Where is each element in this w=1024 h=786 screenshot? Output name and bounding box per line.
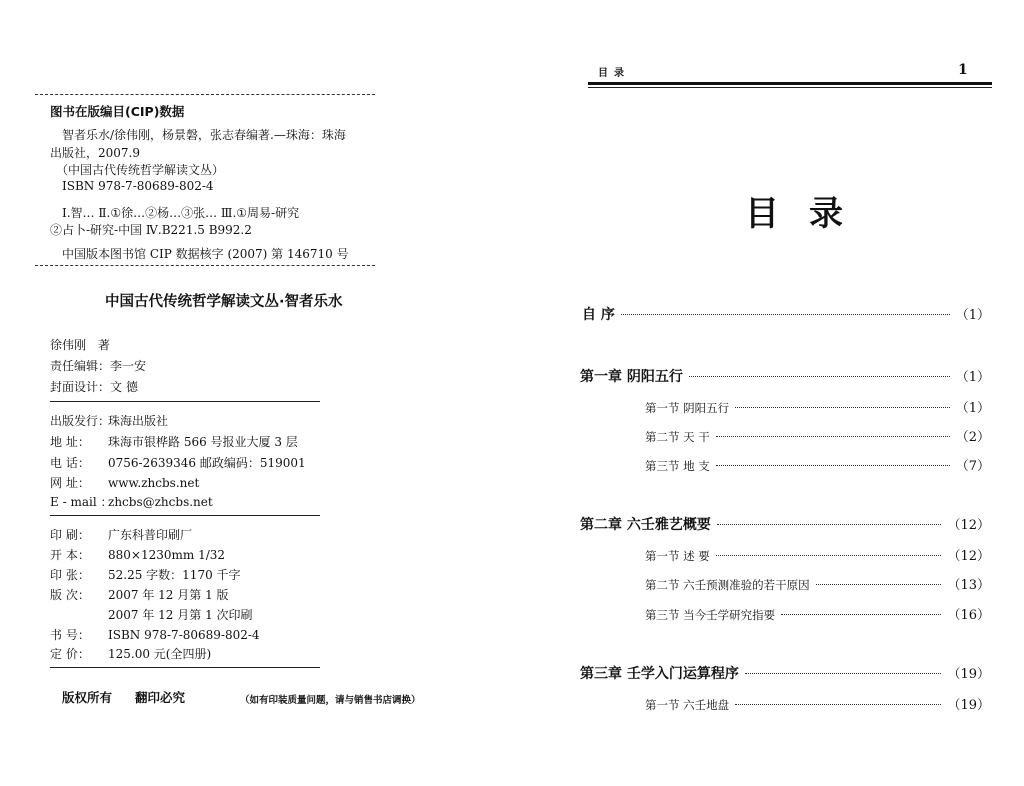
printing-row: 印 张： 52.25 字数：1170 千字 [50, 568, 241, 582]
printing-row: 定 价： 125.00 元(全四册) [50, 647, 212, 661]
toc-entry-section[interactable]: 第二节 六壬预测准验的若干原因 （13） [645, 578, 990, 593]
publisher-row: 地 址： 珠海市银桦路 566 号报业大厦 3 层 [50, 435, 298, 449]
cip-line: 中国版本图书馆 CIP 数据核字 (2007) 第 146710 号 [62, 247, 349, 261]
toc-entry-section[interactable]: 第一节 六壬地盘 （19） [645, 698, 990, 713]
credits-divider [50, 401, 320, 402]
toc-entry-chapter[interactable]: 第二章 六壬雅艺概要 （12） [580, 517, 990, 533]
publisher-row: 电 话： 0756-2639346 邮政编码：519001 [50, 456, 306, 470]
header-rule [588, 82, 992, 85]
publisher-row: 出版发行：珠海出版社 [50, 414, 169, 428]
toc-entry-section[interactable]: 第二节 天 干 （2） [645, 430, 990, 445]
cip-line: 智者乐水/徐伟刚，杨景磐，张志春编著.—珠海：珠海 [62, 128, 346, 142]
book-title: 中国古代传统哲学解读文丛·智者乐水 [105, 294, 343, 310]
cip-top-divider [35, 94, 375, 95]
toc-entry-section[interactable]: 第三节 当今壬学研究指要 （16） [645, 608, 990, 623]
publisher-divider [50, 515, 320, 516]
quality-notice: （如有印装质量问题，请与销售书店调换） [240, 695, 421, 706]
printing-row: 2007 年 12 月第 1 次印刷 [108, 608, 253, 622]
toc-entry-preface[interactable]: 自 序 （1） [582, 307, 990, 323]
cip-line: Ⅰ.智… Ⅱ.①徐…②杨…③张… Ⅲ.①周易-研究 [62, 206, 300, 220]
publisher-row: 网 址： www.zhcbs.net [50, 476, 200, 490]
running-header: 目录 [598, 68, 630, 79]
toc-entry-chapter[interactable]: 第一章 阴阳五行 （1） [580, 369, 990, 385]
credit-value: 著 [97, 338, 110, 352]
printing-row: 书 号： ISBN 978-7-80689-802-4 [50, 628, 260, 642]
copyright-right: 翻印必究 [135, 690, 186, 705]
toc-entry-chapter[interactable]: 第三章 壬学入门运算程序 （19） [580, 666, 990, 682]
printing-row: 开 本： 880×1230mm 1/32 [50, 548, 226, 562]
page-number: 1 [958, 62, 968, 78]
toc-entry-section[interactable]: 第一节 述 要 （12） [645, 549, 990, 564]
credit-label: 责任编辑： [50, 359, 111, 373]
credit-value: 文 德 [110, 380, 138, 394]
toc-entry-section[interactable]: 第三节 地 支 （7） [645, 459, 990, 474]
printing-row: 版 次： 2007 年 12 月第 1 版 [50, 588, 229, 602]
cip-line: ②占卜-研究-中国 Ⅳ.B221.5 B992.2 [50, 223, 252, 237]
cip-heading: 图书在版编目(CIP)数据 [50, 104, 185, 119]
header-rule-thin [588, 87, 992, 88]
copyright-left: 版权所有 [62, 690, 113, 705]
credit-value: 李一安 [110, 359, 147, 373]
printing-row: 印 刷： 广东科普印刷厂 [50, 528, 193, 542]
credit-cover-design [50, 378, 138, 395]
cip-line: ISBN 978-7-80689-802-4 [62, 179, 214, 193]
credit-label: 徐伟刚 [50, 338, 87, 352]
credit-editor [50, 357, 146, 374]
toc-title: 目录 [745, 194, 873, 234]
cip-bottom-divider [35, 265, 375, 266]
publisher-row: E - mail ：zhcbs@zhcbs.net [50, 495, 213, 509]
toc-entry-section[interactable]: 第一节 阴阳五行 （1） [645, 401, 990, 416]
credit-author [50, 336, 110, 353]
credit-label: 封面设计： [50, 380, 111, 394]
printing-divider [50, 667, 320, 668]
cip-line: （中国古代传统哲学解读文丛） [56, 163, 225, 177]
cip-line: 出版社，2007.9 [50, 146, 140, 160]
